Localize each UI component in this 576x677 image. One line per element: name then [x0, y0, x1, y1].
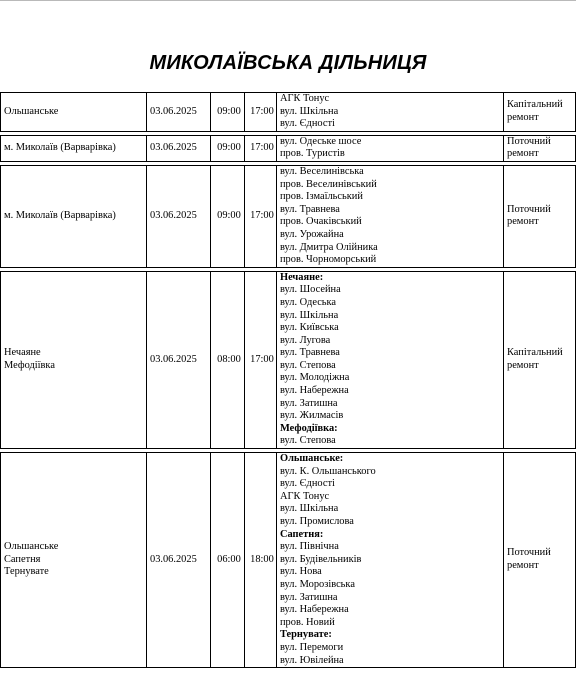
settlement-cell	[1, 135, 147, 161]
settlement-heading: Нечаяне:	[280, 271, 324, 283]
street-item: вул. Молодіжна	[280, 372, 350, 384]
streets-cell	[277, 453, 504, 668]
street-item: вул. Лугова	[280, 334, 331, 346]
start-time-cell: 08:00	[211, 271, 245, 448]
work-type-text: Поточний	[507, 135, 551, 147]
street-item: вул. Веселинівська	[280, 165, 364, 177]
street-item: вул. Будівельників	[280, 553, 362, 565]
end-time-cell: 17:00	[245, 271, 277, 448]
settlement-cell	[1, 93, 147, 132]
street-item: пров. Ізмаїльський	[280, 191, 363, 203]
street-item: АГК Тонус	[280, 490, 330, 502]
street-item: вул. Єдності	[280, 118, 335, 130]
work-type-text: ремонт	[507, 111, 539, 123]
street-item: вул. Степова	[280, 435, 336, 447]
street-item: вул. Ювілейна	[280, 654, 344, 666]
street-item: пров. Новий	[280, 616, 335, 628]
settlement-heading: Мефодіївка:	[280, 422, 338, 434]
street-item: вул. Травнева	[280, 347, 340, 359]
work-type-cell	[504, 93, 576, 132]
date-cell: 03.06.2025	[147, 165, 211, 267]
end-time-cell: 17:00	[245, 165, 277, 267]
street-item: вул. Шкільна	[280, 503, 339, 515]
start-time-cell: 09:00	[211, 135, 245, 161]
work-type-text: Капітальний	[507, 99, 563, 111]
settlement-cell	[1, 165, 147, 267]
settlement-name: Ольшанське	[4, 105, 59, 117]
street-item: вул. Затишна	[280, 397, 338, 409]
street-item: вул. Травнева	[280, 203, 340, 215]
street-item: вул. Північна	[280, 541, 339, 553]
street-item: пров. Чорноморський	[280, 254, 377, 266]
street-item: вул. Перемоги	[280, 641, 344, 653]
street-item: вул. Дмитра Олійника	[280, 241, 378, 253]
work-type-cell	[504, 165, 576, 267]
street-item: вул. Одеська	[280, 296, 337, 308]
work-type-text: ремонт	[507, 148, 539, 160]
street-item: вул. Промислова	[280, 516, 354, 527]
settlement-name: Мефодіївка	[4, 359, 55, 371]
table-row	[1, 453, 576, 668]
street-item: вул. Морозівська	[280, 578, 355, 590]
table-row	[1, 93, 576, 132]
streets-cell	[277, 165, 504, 267]
street-item: вул. Нова	[280, 566, 322, 578]
street-item: вул. Затишна	[280, 591, 338, 603]
streets-cell	[277, 93, 504, 132]
street-item: вул. Урожайна	[280, 228, 344, 240]
settlement-name: Сапетня	[4, 553, 41, 565]
page-title: МИКОЛАЇВСЬКА ДІЛЬНИЦЯ	[149, 52, 427, 74]
work-type-text: ремонт	[507, 560, 539, 572]
work-type-text: Поточний	[507, 547, 551, 559]
settlement-heading: Тернувате:	[280, 629, 332, 641]
street-item: вул. Набережна	[280, 385, 349, 397]
date-cell: 03.06.2025	[147, 93, 211, 132]
top-rule	[0, 0, 576, 1]
start-time-cell: 09:00	[211, 93, 245, 132]
table-row	[1, 165, 576, 267]
end-time-cell: 18:00	[245, 453, 277, 668]
settlement-name: Ольшанське	[4, 541, 59, 553]
settlement-name: Нечаяне	[4, 347, 41, 359]
streets-cell	[277, 135, 504, 161]
schedule-body	[1, 93, 576, 668]
street-item: пров. Очаківський	[280, 216, 362, 228]
street-item: вул. Жилмасів	[280, 410, 344, 422]
work-type-text: Поточний	[507, 203, 551, 215]
street-item: вул. Єдності	[280, 478, 335, 490]
street-item: вул. Степова	[280, 359, 336, 371]
work-type-text: Капітальний	[507, 347, 563, 359]
street-item: АГК Тонус	[280, 93, 330, 104]
settlement-cell	[1, 453, 147, 668]
settlement-cell	[1, 271, 147, 448]
table-row	[1, 135, 576, 161]
street-item: вул. Київська	[280, 322, 339, 334]
date-cell: 03.06.2025	[147, 453, 211, 668]
work-type-cell	[504, 271, 576, 448]
work-type-cell	[504, 453, 576, 668]
settlement-name: м. Миколаїв (Варварівка)	[4, 142, 116, 154]
street-item: вул. Шкільна	[280, 105, 339, 117]
work-type-cell	[504, 135, 576, 161]
start-time-cell: 09:00	[211, 165, 245, 267]
street-item: пров. Веселинівський	[280, 178, 377, 190]
street-item: вул. Одеське шосе	[280, 135, 362, 147]
end-time-cell: 17:00	[245, 93, 277, 132]
settlement-name: м. Миколаїв (Варварівка)	[4, 210, 116, 222]
work-type-text: ремонт	[507, 359, 539, 371]
settlement-heading: Сапетня:	[280, 528, 324, 540]
street-item: вул. Шосейна	[280, 284, 341, 296]
settlement-heading: Ольшанське:	[280, 453, 344, 465]
street-item: вул. К. Ольшанського	[280, 465, 376, 477]
settlement-name: Тернувате	[4, 566, 49, 578]
date-cell: 03.06.2025	[147, 135, 211, 161]
streets-cell	[277, 271, 504, 448]
street-item: вул. Набережна	[280, 604, 349, 616]
end-time-cell: 17:00	[245, 135, 277, 161]
outage-schedule-table	[0, 92, 576, 668]
work-type-text: ремонт	[507, 216, 539, 228]
street-item: вул. Шкільна	[280, 309, 339, 321]
street-item: пров. Туристів	[280, 148, 345, 160]
start-time-cell: 06:00	[211, 453, 245, 668]
date-cell: 03.06.2025	[147, 271, 211, 448]
table-row	[1, 271, 576, 448]
